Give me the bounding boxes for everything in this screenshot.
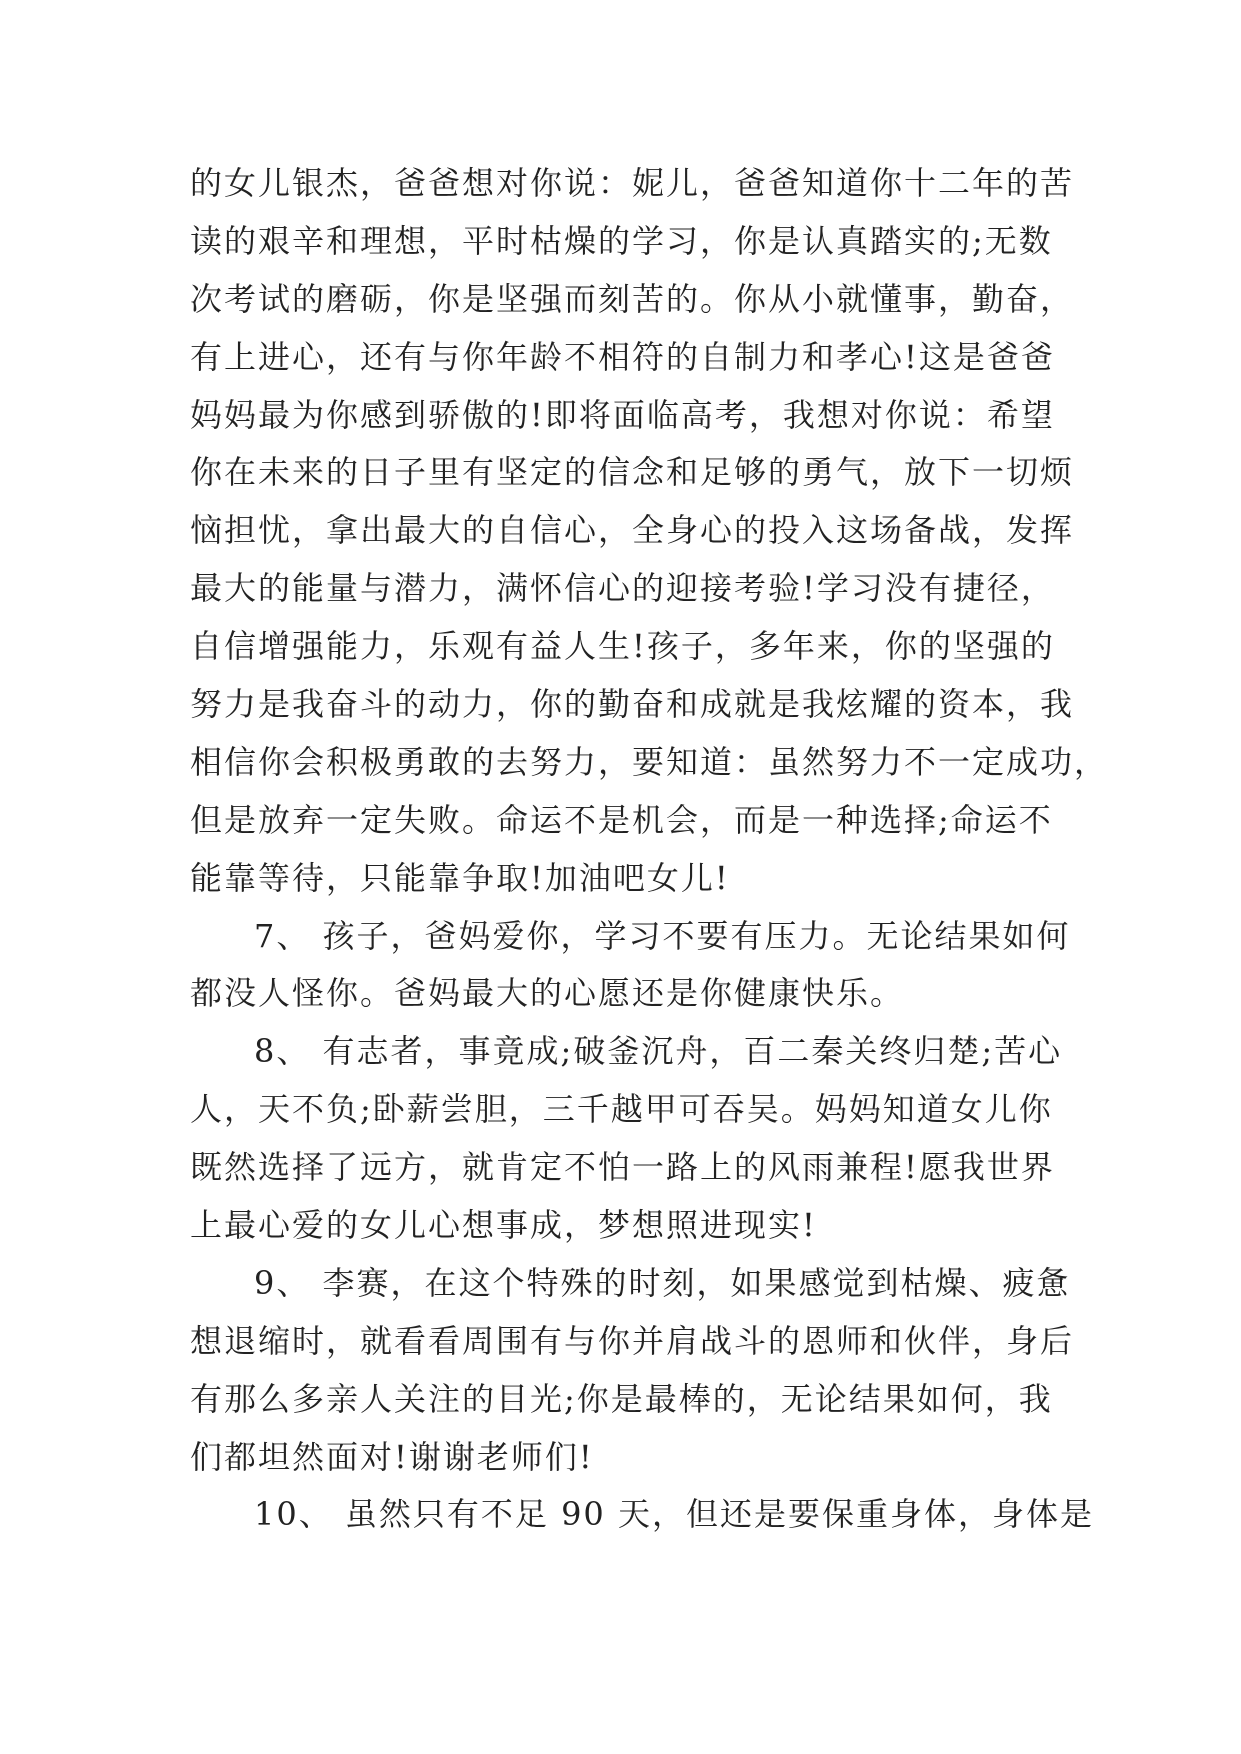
text-line: 既然选择了远方，就肯定不怕一路上的风雨兼程!愿我世界 xyxy=(190,1148,1055,1187)
text-line: 努力是我奋斗的动力，你的勤奋和成就是我炫耀的资本，我 xyxy=(190,685,1075,724)
document-body xyxy=(190,155,1109,1544)
text-line: 10、 虽然只有不足 90 天，但还是要保重身体，身体是 xyxy=(254,1495,1094,1534)
text-line: 妈妈最为你感到骄傲的!即将面临高考，我想对你说：希望 xyxy=(190,395,1055,434)
text-line: 们都坦然面对!谢谢老师们! xyxy=(190,1437,594,1476)
text-line: 有那么多亲人关注的目光;你是最棒的，无论结果如何，我 xyxy=(190,1379,1053,1418)
text-line: 上最心爱的女儿心想事成，梦想照进现实! xyxy=(190,1206,817,1245)
text-line: 9、 李赛，在这个特殊的时刻，如果感觉到枯燥、疲惫 xyxy=(254,1263,1071,1302)
text-line: 你在未来的日子里有坚定的信念和足够的勇气，放下一切烦 xyxy=(190,453,1075,492)
text-line: 都没人怪你。爸妈最大的心愿还是你健康快乐。 xyxy=(190,974,905,1013)
text-line: 相信你会积极勇敢的去努力，要知道：虽然努力不一定成功， xyxy=(190,742,1109,781)
text-line: 自信增强能力，乐观有益人生!孩子，多年来，你的坚强的 xyxy=(190,627,1055,666)
text-line: 最大的能量与潜力，满怀信心的迎接考验!学习没有捷径， xyxy=(190,569,1055,608)
text-line: 人，天不负;卧薪尝胆，三千越甲可吞吴。妈妈知道女儿你 xyxy=(190,1090,1053,1129)
text-line: 7、 孩子，爸妈爱你，学习不要有压力。无论结果如何 xyxy=(254,916,1071,955)
text-line: 能靠等待，只能靠争取!加油吧女儿! xyxy=(190,858,730,897)
text-line: 恼担忧，拿出最大的自信心，全身心的投入这场备战，发挥 xyxy=(190,511,1075,550)
text-line: 8、 有志者，事竟成;破釜沉舟，百二秦关终归楚;苦心 xyxy=(254,1032,1063,1071)
text-line: 但是放弃一定失败。命运不是机会，而是一种选择;命运不 xyxy=(190,800,1053,839)
text-line: 次考试的磨砺，你是坚强而刻苦的。你从小就懂事，勤奋， xyxy=(190,279,1075,318)
text-line: 读的艰辛和理想，平时枯燥的学习，你是认真踏实的;无数 xyxy=(190,221,1053,260)
text-line: 有上进心，还有与你年龄不相符的自制力和孝心!这是爸爸 xyxy=(190,337,1055,376)
text-line: 想退缩时，就看看周围有与你并肩战斗的恩师和伙伴，身后 xyxy=(190,1321,1075,1360)
text-line: 的女儿银杰，爸爸想对你说：妮儿，爸爸知道你十二年的苦 xyxy=(190,164,1075,202)
